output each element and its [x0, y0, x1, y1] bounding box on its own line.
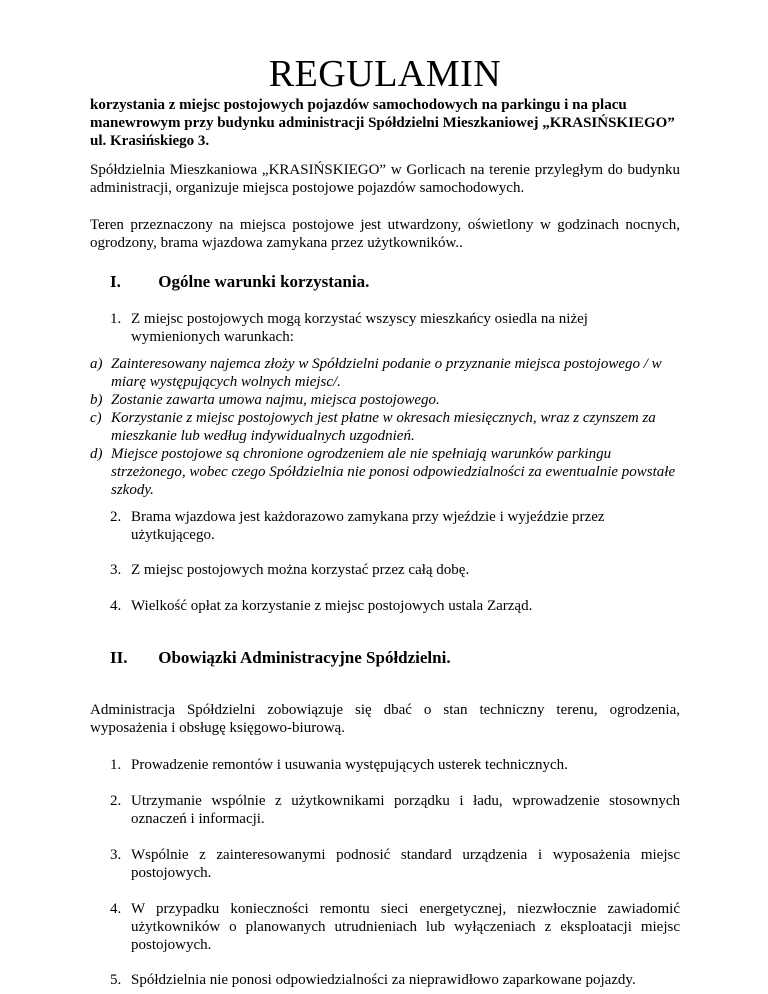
item-number: 3. — [110, 847, 122, 863]
section-2-number: II. — [110, 648, 128, 667]
item-text: W przypadku konieczności remontu sieci energetycznej, niezwłocznie zawiadomić użytkowników o planowanych utrudnieniach lub wyłączeniach z eksploatacji miejsc postojowych. — [131, 901, 680, 953]
section-1-item-2 — [110, 508, 680, 544]
sub-item-c — [90, 409, 680, 445]
section-2-heading: Obowiązki Administracyjne Spółdzielni. — [158, 648, 451, 667]
item-text: Z miejsc postojowych mogą korzystać wszyscy mieszkańcy osiedla na niżej wymienionych warunkach: — [131, 311, 588, 345]
sub-item-marker: d) — [90, 446, 103, 462]
section-2-header — [110, 648, 451, 668]
sub-item-marker: c) — [90, 410, 102, 426]
document-subtitle: korzystania z miejsc postojowych pojazdów samochodowych na parkingu i na placu manewrowym przy budynku administracji Spółdzielni Mieszkaniowej „KRASIŃSKIEGO” ul. Krasińskiego 3. — [90, 97, 675, 149]
item-number: 3. — [110, 562, 122, 578]
sub-item-text: Miejsce postojowe są chronione ogrodzeniem ale nie spełniają warunków parkingu strzeżonego, wobec czego Spółdzielnia nie ponosi odpowiedzialności za ewentualnie powstałe szkody. — [111, 446, 676, 498]
section-2-item-2 — [110, 792, 680, 828]
item-number: 5. — [110, 972, 122, 988]
section-1-sub-list — [90, 355, 680, 499]
item-number: 1. — [110, 757, 122, 773]
section-2-item-3 — [110, 846, 680, 882]
item-text: Wielkość opłat za korzystanie z miejsc postojowych ustala Zarząd. — [131, 598, 533, 614]
section-1-heading: Ogólne warunki korzystania. — [158, 272, 370, 291]
sub-item-text: Zostanie zawarta umowa najmu, miejsca postojowego. — [111, 392, 440, 408]
intro-paragraph-1: Spółdzielnia Mieszkaniowa „KRASIŃSKIEGO” w Gorlicach na terenie przyległym do budynku administracji, organizuje miejsca postojowe pojazdów samochodowych. — [90, 162, 680, 196]
item-number: 4. — [110, 598, 122, 614]
item-number: 1. — [110, 311, 122, 327]
sub-item-marker: b) — [90, 392, 103, 408]
sub-item-a — [90, 355, 680, 391]
document-title: REGULAMIN — [268, 53, 502, 95]
section-1-item-3 — [110, 561, 680, 579]
intro-paragraph-2: Teren przeznaczony na miejsca postojowe jest utwardzony, oświetlony w godzinach nocnych, ogrodzony, brama wjazdowa zamykana przez użytkowników.. — [90, 217, 680, 251]
sub-item-text: Korzystanie z miejsc postojowych jest płatne w okresach miesięcznych, wraz z czynszem za mieszkanie lub według indywidualnych uzgodnień. — [111, 410, 656, 444]
section-1-number: I. — [110, 272, 121, 291]
item-text: Wspólnie z zainteresowanymi podnosić standard urządzenia i wyposażenia miejsc postojowych. — [131, 847, 680, 881]
item-text: Brama wjazdowa jest każdorazowo zamykana przy wjeździe i wyjeździe przez użytkującego. — [131, 509, 605, 543]
item-text: Prowadzenie remontów i usuwania występujących usterek technicznych. — [131, 757, 568, 773]
sub-item-text: Zainteresowany najemca złoży w Spółdzielni podanie o przyznanie miejsca postojowego / w miarę występujących wolnych miejsc/. — [111, 356, 662, 390]
item-text: Z miejsc postojowych można korzystać przez całą dobę. — [131, 562, 470, 578]
section-2-item-5 — [110, 971, 680, 989]
item-text: Spółdzielnia nie ponosi odpowiedzialności za nieprawidłowo zaparkowane pojazdy. — [131, 972, 636, 988]
section-1-item-1 — [110, 310, 680, 346]
item-text: Utrzymanie wspólnie z użytkownikami porządku i ładu, wprowadzenie stosownych oznaczeń i informacji. — [131, 793, 680, 827]
sub-item-marker: a) — [90, 356, 103, 372]
section-2-intro: Administracja Spółdzielni zobowiązuje się dbać o stan techniczny terenu, ogrodzenia, wyposażenia i obsługę księgowo-biurową. — [90, 702, 680, 736]
item-number: 2. — [110, 509, 122, 525]
section-2-item-4 — [110, 900, 680, 954]
item-number: 4. — [110, 901, 122, 917]
section-2-item-1 — [110, 756, 680, 774]
item-number: 2. — [110, 793, 122, 809]
section-1-item-4 — [110, 597, 680, 615]
section-1-header — [110, 272, 369, 292]
sub-item-b — [90, 391, 680, 409]
sub-item-d — [90, 445, 680, 499]
